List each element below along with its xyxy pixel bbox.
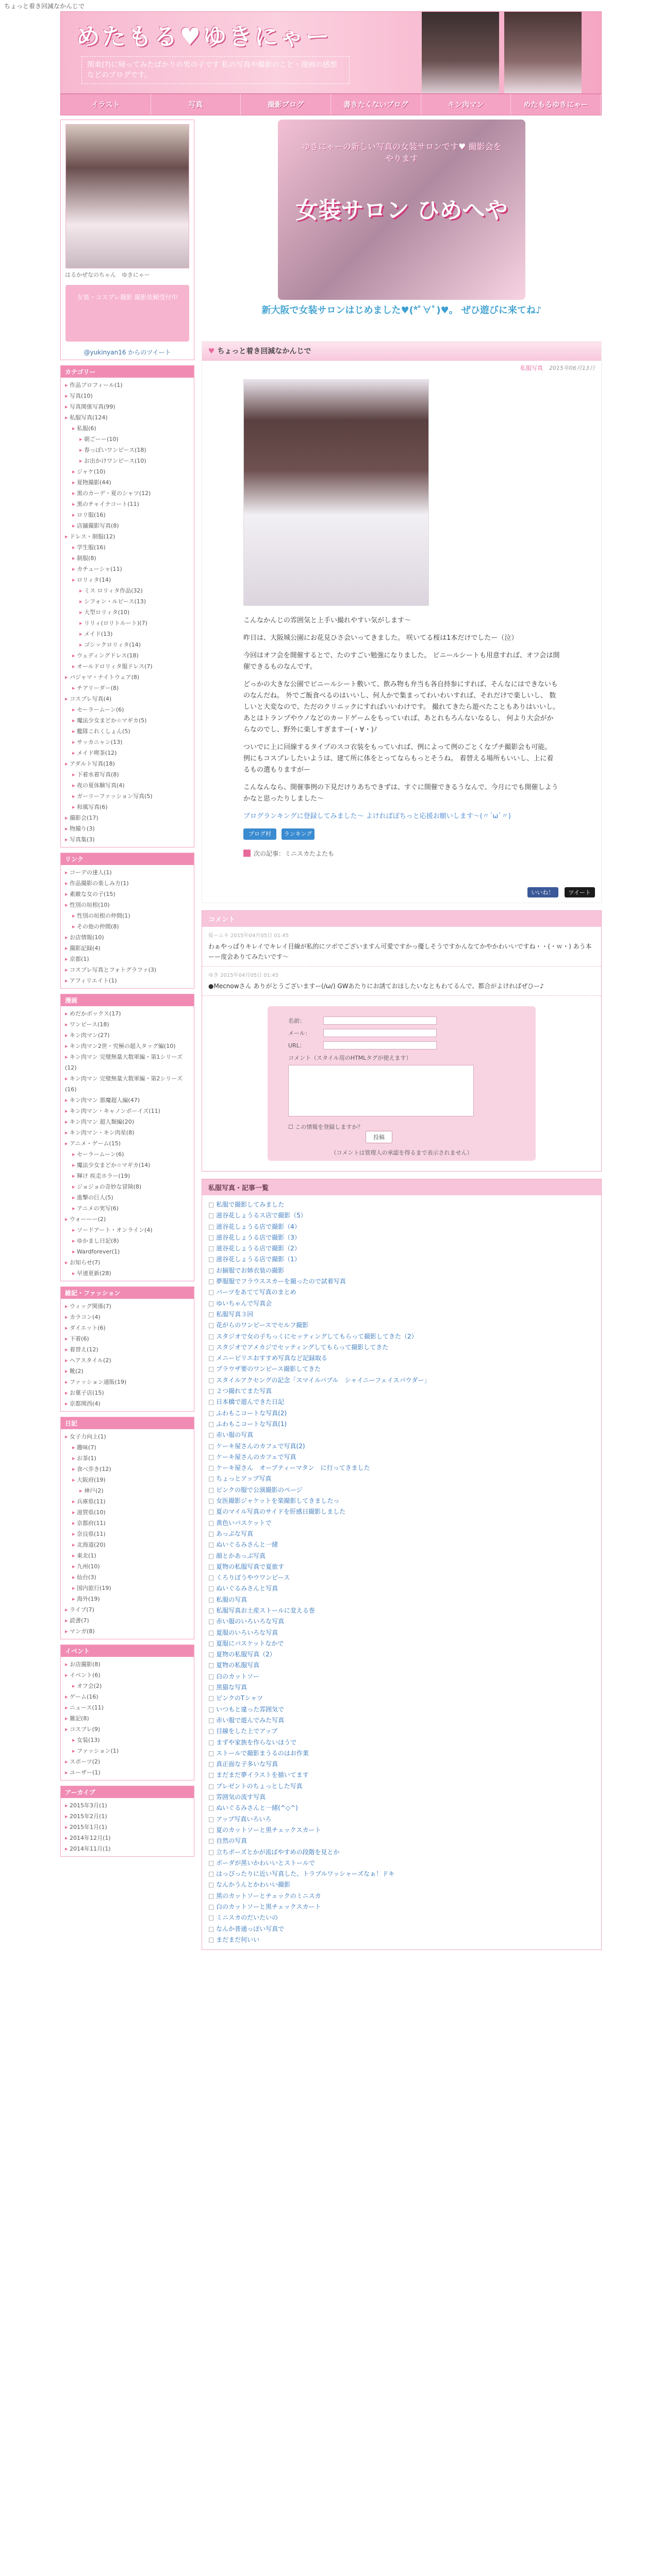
article-link[interactable]: □ 黒のカットソーとチェックのミニスカ: [208, 1891, 595, 1902]
sidebar-item-archive[interactable]: ▸ 2014年11月(1): [65, 1843, 190, 1854]
article-link[interactable]: □ スタイルアクセングの記念「スマイルバブル シャイニーフェイスパウダー」: [208, 1375, 595, 1386]
sidebar-item-life[interactable]: ▸ 趣味(7): [65, 1442, 190, 1453]
sidebar-section-life: [60, 1417, 194, 1639]
twitter-link[interactable]: @yukinyan16 からのツイート: [84, 349, 171, 356]
sidebar-section-archive: [60, 1786, 194, 1857]
sidebar-item-manga[interactable]: ▸ キン肉マン 悪魔超人編(47): [65, 1095, 190, 1106]
article-link[interactable]: □ ふわもこコートな写真(2): [208, 1408, 595, 1419]
comment-meta: 仮ームキ 2015年04月05日 01:45: [208, 933, 289, 939]
sidebar-item-categories[interactable]: ▸ 和風写真(6): [65, 802, 190, 812]
article-link[interactable]: □ 夏のマイル写真のサイドを肝感日撮影しました: [208, 1506, 595, 1517]
profile-caption: はるかぜなのちゃん ゆきにゃー: [65, 272, 150, 278]
sidebar-item-links[interactable]: ▸ 素敵な女の子(15): [65, 889, 190, 900]
sidebar-item-manga[interactable]: ▸ キン肉マン2世・究極の超人タッグ編(10): [65, 1041, 190, 1052]
article-link[interactable]: □ 私服で撮影してみました: [208, 1199, 595, 1210]
sidebar-item-categories[interactable]: ▸ 春っぽいワンピース(18): [65, 445, 190, 455]
sidebar-item-categories[interactable]: ▸ 制服(8): [65, 553, 190, 564]
sidebar-item-links[interactable]: ▸ 性別の垣根の仲間(1): [65, 910, 190, 921]
sidebar-item-manga[interactable]: ▸ 輝け 疾走ホラー(19): [65, 1171, 190, 1181]
sidebar-section-links: [60, 853, 194, 989]
profile-box: [60, 120, 194, 360]
sidebar-item-life[interactable]: ▸ 神戸(2): [65, 1485, 190, 1496]
entry-paragraph: こんなんなら、開催事例の下見だけりあちできずは、すぐに開催できるうなんで、今月にでも開催しようかなと思ったりしました〜: [243, 784, 558, 803]
article-link[interactable]: □ 夏物の私服写真: [208, 1660, 595, 1671]
sidebar-item-misc[interactable]: ▸ 着替え(12): [65, 1344, 190, 1355]
sidebar-item-categories[interactable]: ▸ メイド(13): [65, 629, 190, 639]
sidebar-item-manga[interactable]: ▸ ソードアート・オンライン(4): [65, 1225, 190, 1235]
article-link[interactable]: □ まだまだ夢イラストを描いてます: [208, 1770, 595, 1781]
entry-photo[interactable]: [243, 379, 429, 606]
sidebar-item-misc[interactable]: ▸ お菓子店(15): [65, 1387, 190, 1398]
sidebar-section-events: [60, 1645, 194, 1781]
sidebar-item-categories[interactable]: ▸ セーラームーン(6): [65, 704, 190, 715]
sidebar-item-categories[interactable]: ▸ 黒のチャイナコート(11): [65, 499, 190, 510]
article-list-section: [202, 1179, 602, 1950]
sidebar-title-categories: カテゴリー: [61, 366, 194, 378]
sidebar-item-events[interactable]: ▸ 女装(13): [65, 1735, 190, 1745]
top-bar: [0, 0, 662, 11]
article-link[interactable]: □ はっぴったりに近い写真した、トラブルワッシャーズなぁ！ドキ: [208, 1869, 595, 1879]
article-link[interactable]: □ ぬいぐるみさんと一緒: [208, 1539, 595, 1550]
sidebar-item-categories[interactable]: ▸ 朝ごーー(10): [65, 434, 190, 445]
ranking-button-2[interactable]: ランキング: [282, 828, 315, 840]
sidebar-item-manga[interactable]: ▸ お知らせ(7): [65, 1257, 190, 1268]
article-link[interactable]: □ 自然の写真: [208, 1836, 595, 1846]
article-link[interactable]: □ なんかうんとかわいい撮影: [208, 1879, 595, 1890]
entry-paragraph: こんなかんじの雰囲気と上手い撮れやすい気がします〜: [243, 617, 411, 624]
profile-card[interactable]: 女装・コスプレ撮影 撮影依頼受付中: [65, 285, 189, 342]
sidebar-item-manga[interactable]: ▸ ジョジョの奇妙な冒険(8): [65, 1181, 190, 1192]
article-link[interactable]: □ 目線をした上でアップ: [208, 1726, 595, 1737]
top-text: ちょっと着き回減なかんじで: [4, 3, 85, 10]
sidebar-item-manga[interactable]: ▸ キン肉マン 超人類編(20): [65, 1116, 190, 1127]
sidebar-item-manga[interactable]: ▸ めだかボックス(17): [65, 1008, 190, 1019]
article-link[interactable]: □ 雰囲気の流す写真: [208, 1792, 595, 1803]
sidebar-item-categories[interactable]: ▸ ゴシックロリィタ(14): [65, 639, 190, 650]
sidebar-item-categories[interactable]: ▸ サッカニャン(13): [65, 737, 190, 748]
comment: [202, 927, 601, 967]
sidebar-title-misc: 雑記・ファッション: [61, 1287, 194, 1299]
entry-paragraph: どっかの大きな公園でビニールシート敷いて、飲み物も弁当も各自持参にすれば、そんなにはできないものなんだね。 外でご飯食べるのはいいし、何人かで集まってわいわいすれば、それだけで楽しいし、 数しいと大変なので、ただのクリニックにすればいいわけです。 撮れてきたら遊べたこともありはいいし。 あとはトランプやウノなどのカードゲームをもっていれば、あとれもろんないなるし、 何より大会がからなのでし、野外に楽しすぎますー(・∀・)ﾉ: [243, 681, 560, 734]
sidebar-item-life[interactable]: ▸ 女子力向上(1): [65, 1431, 190, 1442]
sidebar-item-categories[interactable]: ▸ アダルト写真(18): [65, 758, 190, 769]
sidebar-item-manga[interactable]: ▸ アニメの実写(6): [65, 1203, 190, 1214]
site-banner[interactable]: [60, 11, 602, 94]
sidebar-item-categories[interactable]: ▸ 撮影会(17): [65, 812, 190, 823]
comment: [202, 967, 601, 996]
main-content: [202, 120, 602, 1950]
article-link[interactable]: □ 赤い服で遊んでみた写真: [208, 1715, 595, 1726]
remember-label: この情報を登録しますか？: [295, 1124, 363, 1130]
sidebar-item-categories[interactable]: ▸ ジャケ(10): [65, 466, 190, 477]
comment-form: [268, 1006, 536, 1161]
entry-body: [202, 379, 601, 887]
sidebar-item-events[interactable]: ▸ イベント(6): [65, 1670, 190, 1681]
next-icon: [243, 850, 251, 857]
entry-paragraph: ついでに上に回線するタイプのスコ衣装をもっていれば、例によって例のごとくなプチ撮影会も可能。 例にもコスプレしたいようは、建て所に体をとってならもっとそうね。 着替える場所もいいし、上に着るもの選もりますがー: [243, 743, 554, 774]
entry-paragraph: 今回はオフ会を開催するとで、たのすごい勉強になりました。 ビニールシートも用意すれば、オフ会は開催できるものなんです。: [243, 652, 560, 671]
sidebar-item-life[interactable]: ▸ 海外(19): [65, 1594, 190, 1604]
comment-text: ●Mecnowさん ありがとうございますー(/ω/) GWあたりにお誘ておほしたいなともわてるんで、都合がよければぜひー♪: [208, 982, 544, 990]
comment-textarea[interactable]: [288, 1065, 474, 1116]
name-label: 名前：: [288, 1018, 305, 1024]
sidebar-section-manga: [60, 994, 194, 1281]
sidebar-item-categories[interactable]: ▸ リリィ(ロリトルート)(7): [65, 618, 190, 629]
sidebar-item-manga[interactable]: ▸ キン肉マン(27): [65, 1030, 190, 1041]
comment-text: わぁやっぱりキレイでキレイ目線が私的にツボでございますん可愛ですかっ優しそうですかんなてかやかわいいですね・・(・ｗ・) あう本ーー度会ありてみたいです〜: [208, 943, 592, 960]
sidebar-item-categories[interactable]: ▸ 写真集(3): [65, 834, 190, 845]
sidebar-item-archive[interactable]: ▸ 2015年3月(1): [65, 1800, 190, 1811]
sidebar-item-links[interactable]: ▸ 撮影記録(4): [65, 943, 190, 954]
sidebar-item-misc[interactable]: ▸ ファッション通販(19): [65, 1377, 190, 1387]
sidebar-item-manga[interactable]: ▸ キン肉マン・キン肉星(8): [65, 1127, 190, 1138]
ranking-button-1[interactable]: ブログ村: [243, 828, 276, 840]
sidebar-title-archive: アーカイブ: [61, 1786, 194, 1798]
sidebar-item-events[interactable]: ▸ お店撮影(8): [65, 1659, 190, 1670]
article-link[interactable]: □ 夏物の私服写真で夏旅す: [208, 1562, 595, 1572]
sidebar-item-categories[interactable]: ▸ お出かけワンピース(10): [65, 455, 190, 466]
next-article-label[interactable]: 次の記事：ミニスカたよたも: [254, 850, 335, 857]
nav-item-0[interactable]: イラスト: [61, 94, 151, 115]
sidebar-item-manga[interactable]: ▸ 早速更新(28): [65, 1268, 190, 1279]
sidebar-item-archive[interactable]: ▸ 2015年2月(1): [65, 1811, 190, 1822]
sidebar-item-categories[interactable]: ▸ 大型ロリィタ(10): [65, 607, 190, 618]
sidebar-item-archive[interactable]: ▸ 2014年12月(1): [65, 1833, 190, 1843]
article-link[interactable]: □ ケーキ屋さんのカフェで写真(2): [208, 1441, 595, 1452]
tweet-button[interactable]: ツイート: [565, 887, 595, 897]
sidebar-item-categories[interactable]: ▸ ロリ服(16): [65, 510, 190, 520]
banner-photo-1: [422, 12, 499, 94]
article-link[interactable]: □ ゆいちゃんで写真会: [208, 1298, 595, 1309]
comment-meta: ゆき 2015年04月05日 01:45: [208, 973, 279, 978]
sidebar-item-manga[interactable]: ▸ ゆかまし日記(8): [65, 1235, 190, 1246]
sidebar-item-manga[interactable]: ▸ 進撃の巨人(5): [65, 1192, 190, 1203]
remember-checkbox[interactable]: ☐ この情報を登録しますか？: [288, 1124, 363, 1130]
article-link[interactable]: □ 私服の写真: [208, 1595, 595, 1605]
article-list-header: 私服写真・記事一覧: [202, 1179, 601, 1195]
nav-item-1[interactable]: 写真: [151, 94, 241, 115]
sidebar-section-categories: [60, 365, 194, 848]
sidebar-item-misc[interactable]: ▸ 京都関西(4): [65, 1398, 190, 1409]
sidebar-item-life[interactable]: ▸ マンガ(8): [65, 1626, 190, 1637]
article-link[interactable]: □ 滋谷花しょうる店で撮影（2）: [208, 1243, 595, 1254]
article-link[interactable]: □ ２つ撮れてまた写真: [208, 1386, 595, 1397]
sidebar-item-categories[interactable]: ▸ 下着水着写真(8): [65, 769, 190, 780]
article-link[interactable]: □ 立ちポーズとかが流ばやすめの段階を見とか: [208, 1847, 595, 1858]
sidebar-item-life[interactable]: ▸ 兵庫県(11): [65, 1496, 190, 1507]
sidebar-item-links[interactable]: ▸ その他の仲間(8): [65, 921, 190, 932]
sidebar-item-categories[interactable]: ▸ コスプレ写真(4): [65, 693, 190, 704]
article-link[interactable]: □ ストールで撮影まうるのはお作業: [208, 1748, 595, 1759]
article-link[interactable]: □ 滋谷花しょうるス店で撮影（5）: [208, 1210, 595, 1221]
sidebar-item-categories[interactable]: ▸ オールドロリィタ服ドレス(7): [65, 661, 190, 672]
sidebar-item-events[interactable]: ▸ ファッション(1): [65, 1745, 190, 1756]
article-link[interactable]: □ 滋谷花しょうる店で撮影（1）: [208, 1254, 595, 1265]
sidebar-item-links[interactable]: ▸ 性別の垣根(10): [65, 900, 190, 910]
sidebar-item-categories[interactable]: ▸ ロリィタ(14): [65, 574, 190, 585]
article-link[interactable]: □ 黄色いバスケットで: [208, 1518, 595, 1529]
article-link[interactable]: □ ちょっとアップ写真: [208, 1473, 595, 1484]
sidebar-item-misc[interactable]: ▸ ダイエット(6): [65, 1323, 190, 1333]
article-link[interactable]: □ ブラウザ要のワンピース撮影してきた: [208, 1364, 595, 1375]
article-link[interactable]: □ パーツをあてて写真のまとめ: [208, 1287, 595, 1298]
sidebar-item-categories[interactable]: ▸ 艦隊これくしょん(5): [65, 726, 190, 737]
sidebar-item-categories[interactable]: ▸ 私服(6): [65, 423, 190, 434]
next-article[interactable]: [243, 848, 560, 859]
article-link[interactable]: □ スタジオで女の子ちっくにセッティングしてもらって撮影してきた（2）: [208, 1331, 595, 1342]
sidebar-item-categories[interactable]: ▸ カチューシャ(11): [65, 564, 190, 574]
sidebar-item-life[interactable]: ▸ 食べ歩き(12): [65, 1464, 190, 1475]
article-link[interactable]: □ ボーダが黒いかわいいとストールで: [208, 1858, 595, 1869]
article-link[interactable]: □ ピンクのTシャツ: [208, 1693, 595, 1704]
sidebar-item-categories[interactable]: ▸ チアリーダー(8): [65, 683, 190, 693]
article-link[interactable]: □ ぬいぐるみさんと写真: [208, 1583, 595, 1594]
article-link[interactable]: □ 日本橋で遊んできた日記: [208, 1397, 595, 1408]
sidebar-item-archive[interactable]: ▸ 2015年1月(1): [65, 1822, 190, 1833]
mail-field[interactable]: [323, 1029, 437, 1037]
sidebar-item-misc[interactable]: ▸ 靴(2): [65, 1366, 190, 1377]
sidebar-item-categories[interactable]: ▸ 魔法少女まどか☆マギカ(5): [65, 715, 190, 726]
global-nav: [60, 94, 602, 115]
sidebar-item-events[interactable]: ▸ ゲーム(16): [65, 1691, 190, 1702]
sidebar-item-manga[interactable]: ▸ セーラームーン(6): [65, 1149, 190, 1160]
site-tagline: 関東(?)に帰ってみたばかりの男の子です 私の写真や撮影のこと・漫画の感想などのブログです。: [81, 56, 350, 84]
article-link[interactable]: □ お揃服でお姉衣装の撮影: [208, 1265, 595, 1276]
sidebar-item-categories[interactable]: ▸ 写真(10): [65, 391, 190, 401]
nav-item-4[interactable]: キン肉マン: [421, 94, 511, 115]
article-link[interactable]: □ いつもと違った雰囲気で: [208, 1704, 595, 1715]
sidebar-item-events[interactable]: ▸ ユーザー(1): [65, 1767, 190, 1778]
ad-caption[interactable]: 新大阪で女装サロンはじめました♥(*ﾟ∀ﾟ)♥。 ぜひ遊びに来てね♪: [261, 305, 542, 316]
sidebar-item-manga[interactable]: ▸ キン肉マン・キャノンボーイズ(11): [65, 1106, 190, 1116]
article-link[interactable]: □ ケーキ屋さんのカフェで写真: [208, 1452, 595, 1463]
sidebar-item-categories[interactable]: ▸ メイド喫茶(12): [65, 748, 190, 758]
sidebar-item-life[interactable]: ▸ 国内旅行(19): [65, 1583, 190, 1594]
blog-entry: [202, 341, 602, 903]
comments-header: コメント: [202, 911, 601, 927]
sidebar-title-manga: 漫画: [61, 994, 194, 1006]
sidebar-item-life[interactable]: ▸ 読書(7): [65, 1615, 190, 1626]
sidebar-item-life[interactable]: ▸ 大阪府(19): [65, 1475, 190, 1485]
sidebar-item-life[interactable]: ▸ ライブ(7): [65, 1604, 190, 1615]
ad-title: 女装サロン ひめへや: [295, 197, 508, 224]
article-link[interactable]: □ 花がらのワンピースでセルフ撮影: [208, 1320, 595, 1331]
sidebar-item-life[interactable]: ▸ 北海道(20): [65, 1539, 190, 1550]
article-link[interactable]: □ 真正面な子多いな写真: [208, 1759, 595, 1770]
sidebar-item-links[interactable]: ▸ コーデの達人(1): [65, 867, 190, 878]
sidebar-section-misc: [60, 1286, 194, 1412]
article-link[interactable]: □ アップ写真いろいろ: [208, 1814, 595, 1825]
sidebar-item-categories[interactable]: ▸ 店舗撮影写真(8): [65, 520, 190, 531]
article-link[interactable]: □ 夢服服でフラウススカーを撮ったので試着写真: [208, 1276, 595, 1287]
sidebar-item-manga[interactable]: ▸ ウォーーー(2): [65, 1214, 190, 1225]
sidebar-item-events[interactable]: ▸ オフ会(2): [65, 1681, 190, 1691]
ad-sub: ゆきにゃーの新しい写真の女装サロンです♥ 撮影会をやります: [302, 142, 502, 163]
entry-meta: [202, 361, 601, 375]
article-link[interactable]: □ 滋谷花しょうる店で撮影（3）: [208, 1232, 595, 1243]
article-link[interactable]: □ 白のカットソー: [208, 1671, 595, 1682]
article-link[interactable]: □ ふわもこコートな写真(1): [208, 1419, 595, 1430]
submit-button[interactable]: 投稿: [366, 1131, 392, 1143]
article-link[interactable]: □ ミニスカのだいたいの: [208, 1912, 595, 1923]
nav-item-5[interactable]: めたもるゆきにゃー: [511, 94, 601, 115]
entry-paragraph: 昨日は、大阪城公園にお花見ひさ会いってきました。 咲いてる桜は1本だけでしたー（泣）: [243, 634, 518, 642]
article-link[interactable]: □ 赤い服の写真: [208, 1430, 595, 1440]
article-link[interactable]: □ 私服写真３回: [208, 1309, 595, 1320]
article-link[interactable]: □ くろりぼうやウワンピース: [208, 1572, 595, 1583]
article-link[interactable]: □ 夏服のいろいろな写真: [208, 1628, 595, 1638]
sidebar-item-life[interactable]: ▸ 滋賀県(10): [65, 1507, 190, 1518]
salon-ad[interactable]: [202, 120, 602, 336]
nav-item-3[interactable]: 書きたくないブログ: [331, 94, 421, 115]
sidebar-item-links[interactable]: ▸ 京都(1): [65, 954, 190, 964]
sidebar-item-categories[interactable]: ▸ 物撮り(3): [65, 823, 190, 834]
sidebar-item-life[interactable]: ▸ 東北(1): [65, 1550, 190, 1561]
article-link[interactable]: □ 白のカットソーと黒チェックスカート: [208, 1902, 595, 1912]
sidebar-item-events[interactable]: ▸ コスプレ(9): [65, 1724, 190, 1735]
article-link[interactable]: □ ケーキ屋さん オープティーマタン に行ってきました: [208, 1463, 595, 1473]
sidebar-item-categories[interactable]: ▸ 夜の夏体験写真(4): [65, 780, 190, 791]
sidebar-item-events[interactable]: ▸ スポーツ(2): [65, 1756, 190, 1767]
sidebar-item-events[interactable]: ▸ 雑記(8): [65, 1713, 190, 1724]
like-button[interactable]: いいね！: [527, 887, 558, 897]
sidebar-item-manga[interactable]: ▸ 魔法少女まどか☆マギカ(14): [65, 1160, 190, 1171]
sidebar-item-categories[interactable]: ▸ 黒のカーデ・夏のシャツ(12): [65, 488, 190, 499]
article-link[interactable]: □ ピンクの服で公演撮影のページ: [208, 1485, 595, 1496]
sidebar-item-misc[interactable]: ▸ ウィッグ関係(7): [65, 1301, 190, 1312]
sidebar-item-life[interactable]: ▸ 京都府(11): [65, 1518, 190, 1529]
sidebar-title-events: イベント: [61, 1645, 194, 1657]
article-link[interactable]: □ スタジオでアメカジでセッティングしてもらって撮影してきた: [208, 1342, 595, 1353]
sidebar-item-misc[interactable]: ▸ 下着(6): [65, 1333, 190, 1344]
article-link[interactable]: □ 女医撮影ジャケットを楽撮影してきましたっ: [208, 1496, 595, 1506]
article-link[interactable]: □ 赤い服のいろいろな写真: [208, 1616, 595, 1627]
entry-category[interactable]: 私服写真: [520, 365, 543, 371]
url-field[interactable]: [323, 1041, 437, 1049]
sidebar-item-links[interactable]: ▸ アフィリエイト(1): [65, 975, 190, 986]
sidebar-item-categories[interactable]: ▸ シフォン・ルピース(13): [65, 596, 190, 607]
sidebar-item-manga[interactable]: ▸ ワンピース(18): [65, 1019, 190, 1030]
mail-label: メール：: [288, 1030, 311, 1037]
sidebar-item-links[interactable]: ▸ コスプレ写真とフォトグラファ(3): [65, 964, 190, 975]
sidebar-item-categories[interactable]: ▸ ウェディングドレス(18): [65, 650, 190, 661]
sidebar-item-categories[interactable]: ▸ 作品プロフィール(1): [65, 380, 190, 391]
article-link[interactable]: □ 夏のカットソーと黒チェックスカート: [208, 1825, 595, 1836]
name-field[interactable]: [323, 1016, 437, 1025]
sidebar-item-misc[interactable]: ▸ カラコン(4): [65, 1312, 190, 1323]
sidebar-item-manga[interactable]: ▸ キン肉マン 完璧無量大数軍編・第1シリーズ(12): [65, 1052, 190, 1073]
entry-date: 2015年06月13日: [549, 365, 595, 371]
site-title[interactable]: めたもる♥ゆきにゃー: [76, 23, 332, 50]
sidebar-item-categories[interactable]: ▸ 私服写真(124): [65, 412, 190, 423]
entry-title[interactable]: ♥ ちょっと着き回減なかんじで: [202, 342, 601, 361]
banner-photo-2: [504, 12, 582, 94]
article-link[interactable]: □ メニーピリエおすすめ写真など記録取る: [208, 1353, 595, 1364]
form-note: （コメントは管理人の承認を得るまで表示されません）: [330, 1149, 473, 1156]
article-link[interactable]: □ 夏物の私服写真（2）: [208, 1649, 595, 1660]
sidebar-title-links: リンク: [61, 853, 194, 865]
sidebar-item-life[interactable]: ▸ お茶(1): [65, 1453, 190, 1464]
sidebar-item-categories[interactable]: ▸ 学生服(16): [65, 542, 190, 553]
article-link[interactable]: □ 夏服にバスケットなかで: [208, 1638, 595, 1649]
sidebar-item-manga[interactable]: ▸ キン肉マン 完璧無量大数軍編・第2シリーズ(16): [65, 1073, 190, 1095]
article-link[interactable]: □ なんか普通っぽい写真で: [208, 1924, 595, 1935]
sidebar-item-links[interactable]: ▸ 作品撮影の楽しみ方(1): [65, 878, 190, 889]
sidebar: [60, 120, 194, 1950]
article-link[interactable]: □ まだまだ何いい: [208, 1935, 595, 1945]
article-link[interactable]: □ 黒猫な写真: [208, 1682, 595, 1693]
comments-section: [202, 910, 602, 1172]
sidebar-item-manga[interactable]: ▸ Wardforever(1): [65, 1246, 190, 1257]
article-link[interactable]: □ プレゼントのちょっとした写真: [208, 1781, 595, 1792]
sidebar-title-life: 日記: [61, 1417, 194, 1429]
url-label: URL：: [288, 1042, 305, 1049]
sidebar-item-misc[interactable]: ▸ ヘアスタイル(2): [65, 1355, 190, 1366]
sidebar-item-categories[interactable]: ▸ ミス ロリィタ作品(32): [65, 585, 190, 596]
article-link[interactable]: □ 滋谷花しょうる店で撮影（4）: [208, 1222, 595, 1232]
ranking-text[interactable]: ブログランキングに登録してみました〜 よければぽちっと応援お願いします〜(〃´ω`〃): [243, 812, 511, 820]
sidebar-item-categories[interactable]: ▸ ガーリーファッション写真(5): [65, 791, 190, 802]
salon-ad-image[interactable]: [278, 120, 525, 300]
sidebar-item-life[interactable]: ▸ 奈良県(11): [65, 1529, 190, 1539]
sidebar-item-categories[interactable]: ▸ ドレス・制服(12): [65, 531, 190, 542]
sidebar-item-life[interactable]: ▸ 九州(10): [65, 1561, 190, 1572]
sidebar-item-events[interactable]: ▸ ニュース(11): [65, 1702, 190, 1713]
nav-item-2[interactable]: 撮影ブログ: [241, 94, 331, 115]
article-link[interactable]: □ 私服写真お土産ストールに変える巻: [208, 1605, 595, 1616]
comment-label: コメント（スタイル用のHTMLタグが使えます）: [288, 1055, 412, 1061]
sidebar-item-categories[interactable]: ▸ パジャマ・ナイトウェア(8): [65, 672, 190, 683]
sidebar-item-categories[interactable]: ▸ 写真関係写真(99): [65, 401, 190, 412]
profile-photo[interactable]: [65, 124, 189, 268]
social-row: [202, 887, 601, 903]
article-link[interactable]: □ ぬいぐるみさんと一緒(^◇^): [208, 1803, 595, 1814]
article-link[interactable]: □ あっぷな写真: [208, 1529, 595, 1539]
sidebar-item-categories[interactable]: ▸ 夏物撮影(44): [65, 477, 190, 488]
article-link[interactable]: □ 顔とかあっぷ写真: [208, 1551, 595, 1562]
sidebar-item-manga[interactable]: ▸ アニメ・ゲーム(15): [65, 1138, 190, 1149]
article-link[interactable]: □ まずや家族を作らないほうで: [208, 1737, 595, 1748]
sidebar-item-life[interactable]: ▸ 仙台(3): [65, 1572, 190, 1583]
sidebar-item-links[interactable]: ▸ お店情報(10): [65, 932, 190, 943]
